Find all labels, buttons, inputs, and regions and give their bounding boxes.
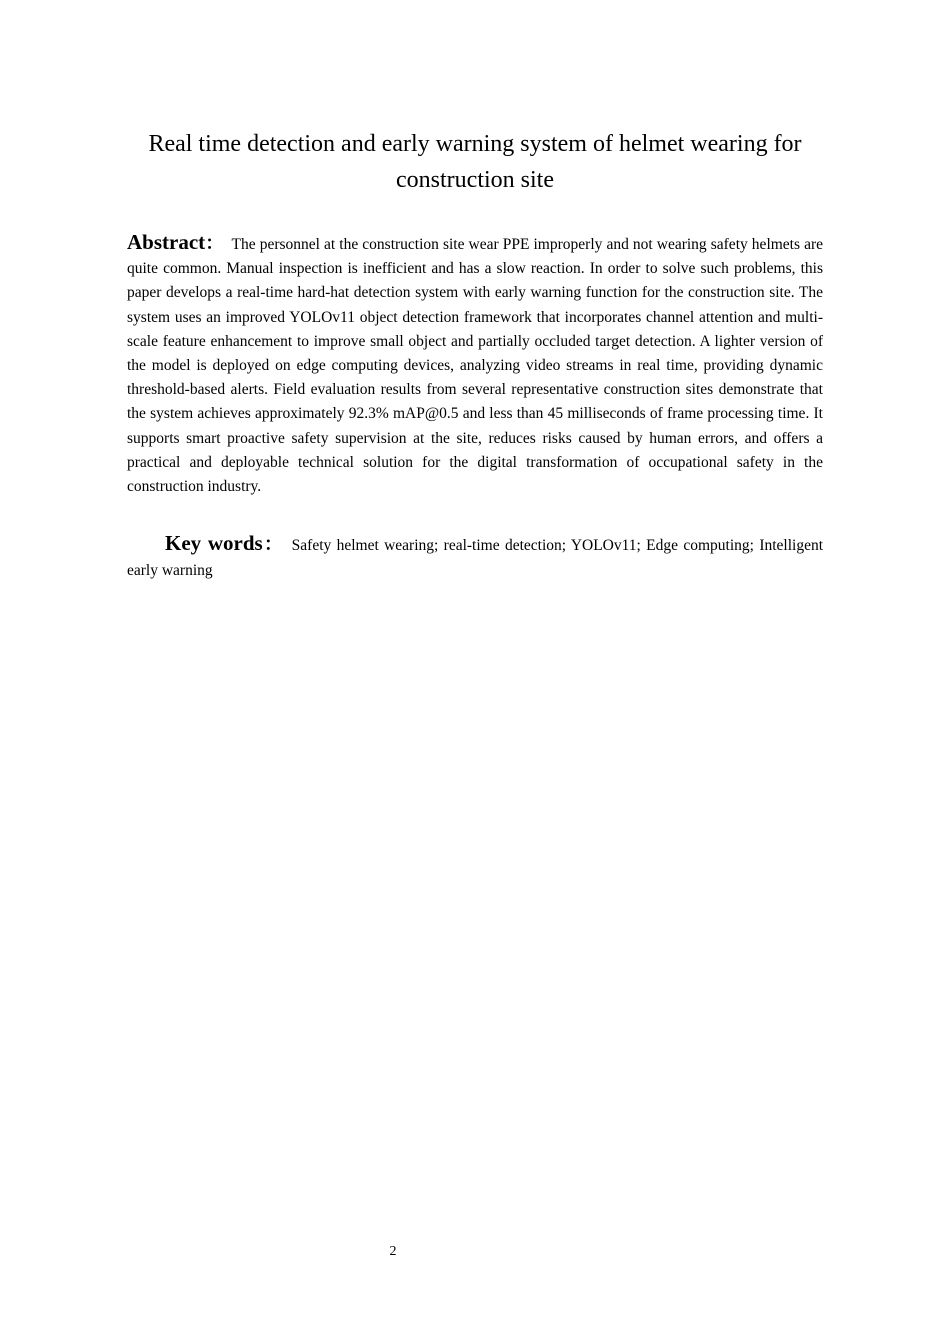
- page-number: 2: [389, 1244, 397, 1259]
- abstract-colon: ：: [205, 233, 224, 253]
- abstract-text: The personnel at the construction site wear PPE improperly and not wearing safety helmets are quite common. Manual inspection is inefficient and has a slow reaction. In order to solve such problems, this paper develops a real-time hard-hat detection system with early warning function for the construction site. The system uses an improved YOLOv11 object detection framework that incorporates channel attention and multi-scale feature enhancement to improve small object and partially occluded target detection. A lighter version of the model is deployed on edge computing devices, analyzing video streams in real time, providing dynamic threshold-based alerts. Field evaluation results from several representative construction sites demonstrate that the system achieves approximately 92.3% mAP@0.5 and less than 45 milliseconds of frame processing time. It supports smart proactive safety supervision at the site, reduces risks caused by human errors, and offers a practical and deployable technical solution for the digital transformation of occupational safety in the construction industry.: [127, 236, 824, 496]
- paper-title: Real time detection and early warning system of helmet wearing for construction site: [148, 131, 802, 193]
- keywords-colon: ：: [262, 534, 284, 554]
- abstract-label: Abstract: [127, 230, 206, 254]
- keywords-text: Safety helmet wearing; real-time detection; YOLOv11; Edge computing; Intelligent early warning: [127, 537, 824, 579]
- abstract-paragraph: [127, 230, 823, 499]
- keywords-paragraph: [127, 531, 823, 583]
- keywords-label: Key words: [165, 531, 263, 555]
